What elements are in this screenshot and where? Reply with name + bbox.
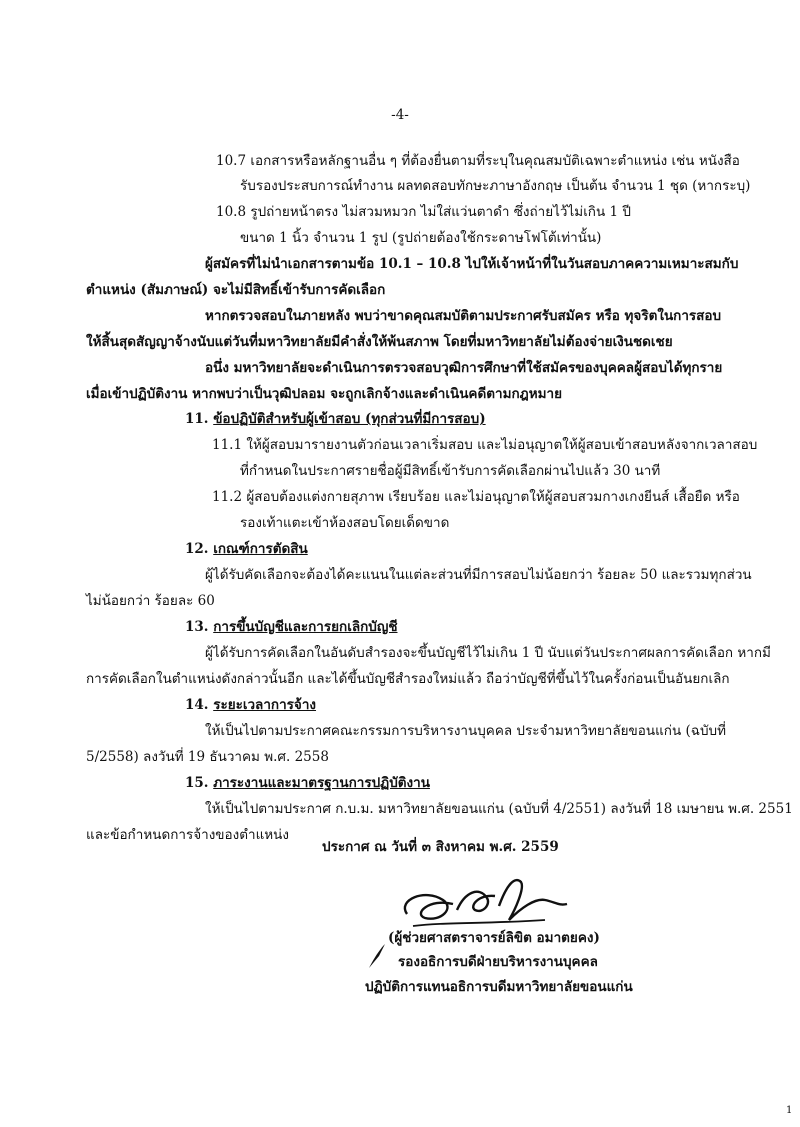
section-14-title: ระยะเวลาการจ้าง bbox=[213, 697, 317, 713]
section-14-line1: ให้เป็นไปตามประกาศคณะกรรมการบริหารงานบุคคล ประจำมหาวิทยาลัยขอนแก่น (ฉบับที่ bbox=[205, 723, 726, 739]
pen-mark-icon bbox=[365, 942, 387, 970]
item-10-8-line2: ขนาด 1 นิ้ว จำนวน 1 รูป (รูปถ่ายต้องใช้กระดาษโฟโต้เท่านั้น) bbox=[240, 230, 602, 246]
section-14-heading bbox=[185, 694, 316, 716]
section-11-heading bbox=[185, 408, 486, 430]
section-13-number: 13. bbox=[185, 619, 209, 635]
notice-fraud-line2: ให้สิ้นสุดสัญญาจ้างนับแต่วันที่มหาวิทยาลัยมีคำสั่งให้พ้นสภาพ โดยที่มหาวิทยาลัยไม่ต้องจ่ายเงินชดเชย bbox=[86, 334, 673, 350]
section-14-line2: 5/2558) ลงวันที่ 19 ธันวาคม พ.ศ. 2558 bbox=[86, 749, 329, 765]
signatory-name: (ผู้ช่วยศาสตราจารย์ลิขิต อมาตยคง) bbox=[388, 930, 600, 946]
section-14-number: 14. bbox=[185, 697, 209, 713]
item-11-2-line2: รองเท้าแตะเข้าห้องสอบโดยเด็ดขาด bbox=[240, 515, 450, 531]
notice-documents-line2: ตำแหน่ง (สัมภาษณ์) จะไม่มีสิทธิ์เข้ารับการคัดเลือก bbox=[86, 282, 386, 298]
notice-verify-line1: อนึ่ง มหาวิทยาลัยจะดำเนินการตรวจสอบวุฒิการศึกษาที่ใช้สมัครของบุคคลผู้สอบได้ทุกราย bbox=[205, 360, 723, 376]
item-11-1-line1: 11.1 ให้ผู้สอบมารายงานตัวก่อนเวลาเริ่มสอบ และไม่อนุญาตให้ผู้สอบเข้าสอบหลังจากเวลาสอบ bbox=[212, 437, 758, 453]
section-15-line1: ให้เป็นไปตามประกาศ ก.บ.ม. มหาวิทยาลัยขอนแก่น (ฉบับที่ 4/2551) ลงวันที่ 18 เมษายน พ.ศ. 2551 bbox=[205, 801, 793, 817]
item-10-7-line2: รับรองประสบการณ์ทำงาน ผลทดสอบทักษะภาษาอังกฤษ เป็นต้น จำนวน 1 ชุด (หากระบุ) bbox=[240, 178, 751, 194]
section-15-title: ภาระงานและมาตรฐานการปฏิบัติงาน bbox=[213, 775, 430, 791]
notice-fraud-line1: หากตรวจสอบในภายหลัง พบว่าขาดคุณสมบัติตามประกาศรับสมัคร หรือ ทุจริตในการสอบ bbox=[205, 308, 722, 324]
section-15-line2: และข้อกำหนดการจ้างของตำแหน่ง bbox=[86, 827, 289, 843]
signatory-acting: ปฏิบัติการแทนอธิการบดีมหาวิทยาลัยขอนแก่น bbox=[365, 979, 633, 995]
item-10-8-line1: 10.8 รูปถ่ายหน้าตรง ไม่สวมหมวก ไม่ใส่แว่นตาดำ ซึ่งถ่ายไว้ไม่เกิน 1 ปี bbox=[216, 204, 631, 220]
section-13-line1: ผู้ได้รับการคัดเลือกในอันดับสำรองจะขึ้นบัญชีไว้ไม่เกิน 1 ปี นับแต่วันประกาศผลการคัดเลือก หากมี bbox=[205, 645, 771, 661]
notice-documents-line1: ผู้สมัครที่ไม่นำเอกสารตามข้อ 10.1 – 10.8 ไปให้เจ้าหน้าที่ในวันสอบภาคความเหมาะสมกับ bbox=[205, 256, 739, 272]
signatory-title: รองอธิการบดีฝ่ายบริหารงานบุคคล bbox=[398, 954, 598, 970]
section-15-number: 15. bbox=[185, 775, 209, 791]
announcement-date: ประกาศ ณ วันที่ ๓ สิงหาคม พ.ศ. 2559 bbox=[322, 839, 559, 855]
section-13-line2: การคัดเลือกในตำแหน่งดังกล่าวนั้นอีก และได้ขึ้นบัญชีสำรองใหม่แล้ว ถือว่าบัญชีที่ขึ้นไว้ในครั้งก่อนเป็นอันยกเลิก bbox=[86, 671, 730, 687]
page-number: -4- bbox=[391, 107, 409, 123]
item-10-7-line1: 10.7 เอกสารหรือหลักฐานอื่น ๆ ที่ต้องยื่นตามที่ระบุในคุณสมบัติเฉพาะตำแหน่ง เช่น หนังสือ bbox=[216, 153, 740, 169]
section-12-number: 12. bbox=[185, 541, 209, 557]
section-13-title: การขึ้นบัญชีและการยกเลิกบัญชี bbox=[213, 619, 398, 635]
item-11-1-line2: ที่กำหนดในประกาศรายชื่อผู้มีสิทธิ์เข้ารับการคัดเลือกผ่านไปแล้ว 30 นาที bbox=[240, 463, 661, 479]
section-13-heading bbox=[185, 616, 398, 638]
section-12-line2: ไม่น้อยกว่า ร้อยละ 60 bbox=[86, 593, 215, 609]
section-11-title: ข้อปฏิบัติสำหรับผู้เข้าสอบ (ทุกส่วนที่มีการสอบ) bbox=[213, 411, 486, 427]
section-12-line1: ผู้ได้รับคัดเลือกจะต้องได้คะแนนในแต่ละส่วนที่มีการสอบไม่น้อยกว่า ร้อยละ 50 และรวมทุกส่วน bbox=[205, 567, 752, 583]
notice-verify-line2: เมื่อเข้าปฏิบัติงาน หากพบว่าเป็นวุฒิปลอม จะถูกเลิกจ้างและดำเนินคดีตามกฎหมาย bbox=[86, 386, 563, 402]
section-15-heading bbox=[185, 772, 430, 794]
section-11-number: 11. bbox=[185, 411, 209, 427]
section-12-heading bbox=[185, 538, 308, 560]
section-12-title: เกณฑ์การตัดสิน bbox=[213, 541, 308, 557]
item-11-2-line1: 11.2 ผู้สอบต้องแต่งกายสุภาพ เรียบร้อย และไม่อนุญาตให้ผู้สอบสวมกางเกงยีนส์ เสื้อยืด หรือ bbox=[212, 489, 740, 505]
corner-mark: 1 bbox=[786, 1105, 793, 1116]
